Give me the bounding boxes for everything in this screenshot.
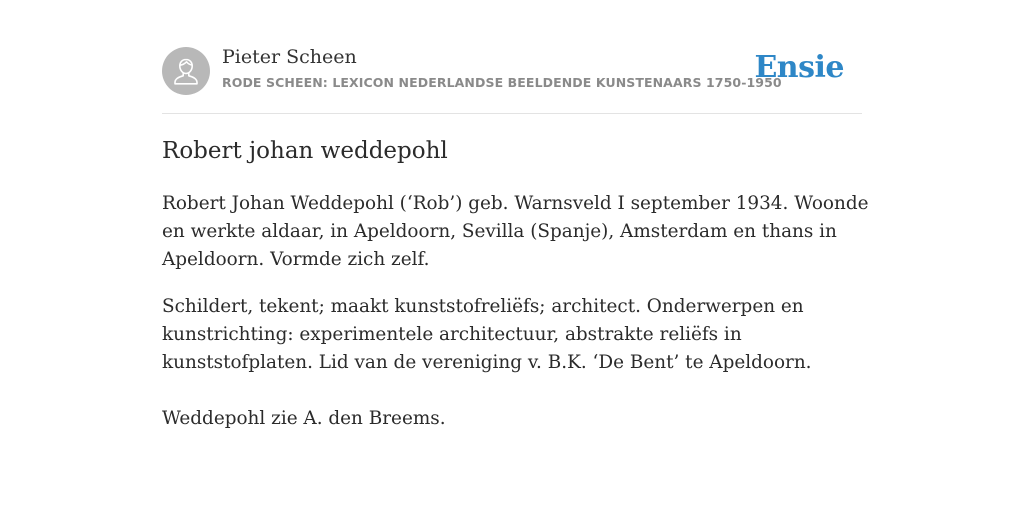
entry-title: Robert johan weddepohl xyxy=(162,138,448,164)
header-divider xyxy=(162,113,862,114)
author-avatar[interactable] xyxy=(162,47,210,95)
entry-paragraph-2: Schildert, tekent; maakt kunststofreliëfs; architect. Onderwerpen en kunstrichting: experimentele architectuur, abstrakte reliëfs in kunststofplaten. Lid van de vereniging v. B.K. ‘De Bent’ te Apeldoorn. xyxy=(162,296,812,373)
author-name[interactable]: Pieter Scheen xyxy=(222,46,357,68)
ensie-logo[interactable]: Ensie xyxy=(754,50,844,85)
entry-header xyxy=(162,46,862,96)
entry-paragraph-3: Weddepohl zie A. den Breems. xyxy=(162,408,446,429)
entry-paragraph-1: Robert Johan Weddepohl (‘Rob’) geb. Warnsveld I september 1934. Woonde en werkte aldaar, in Apeldoorn, Sevilla (Spanje), Amsterdam en thans in Apeldoorn. Vormde zich zelf. xyxy=(162,193,869,270)
user-avatar-icon xyxy=(162,47,210,95)
source-title[interactable]: RODE SCHEEN: LEXICON NEDERLANDSE BEELDENDE KUNSTENAARS 1750-1950 xyxy=(222,75,782,90)
